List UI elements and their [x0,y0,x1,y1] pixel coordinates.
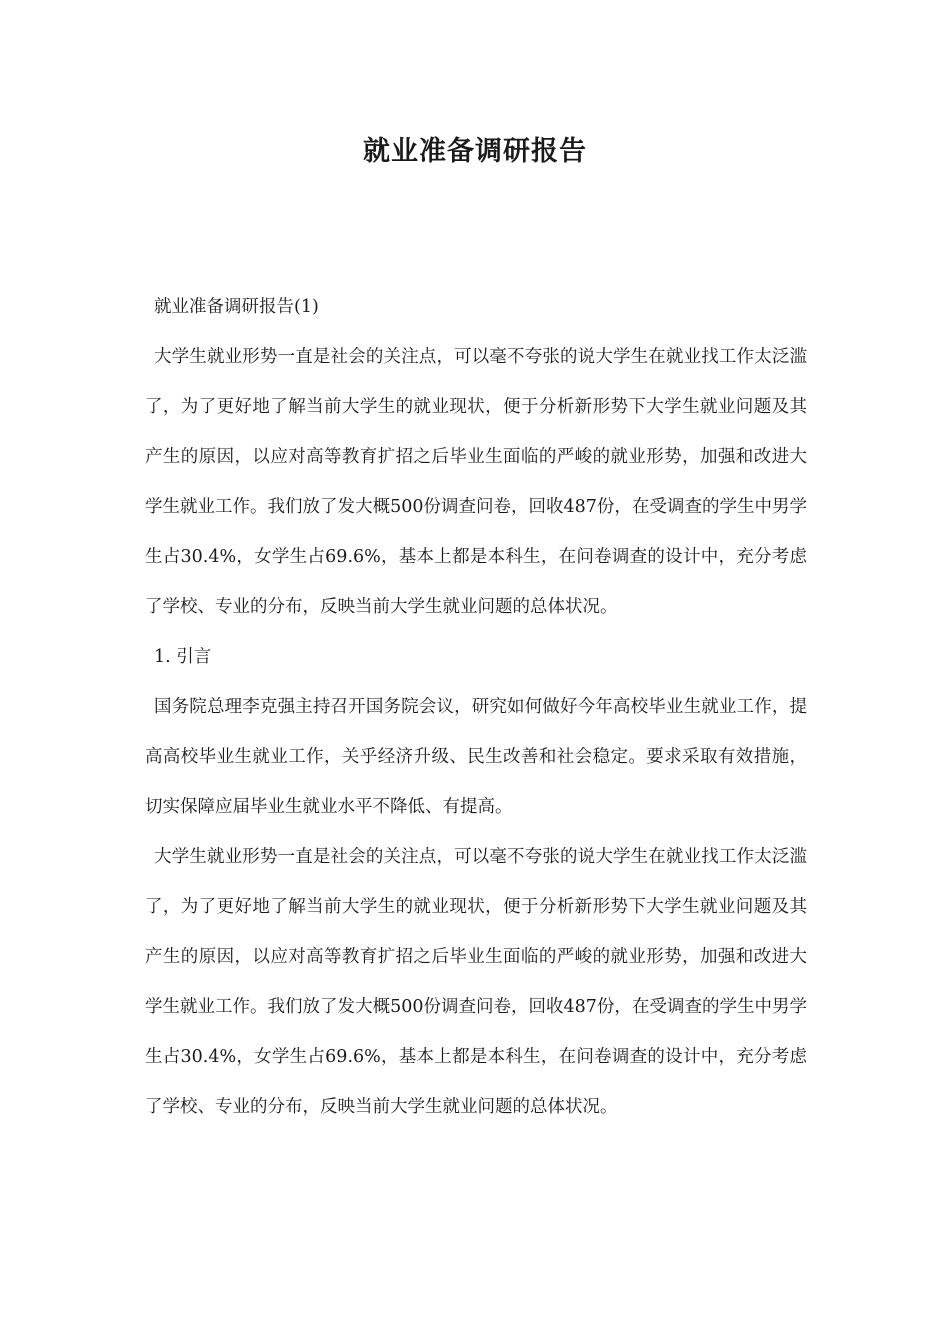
intro-paragraph: 大学生就业形势一直是社会的关注点，可以毫不夸张的说大学生在就业找工作太泛滥了，为了更好地了解当前大学生的就业现状，便于分析新形势下大学生就业问题及其产生的原因，以应对高等教育扩招之后毕业生面临的严峻的就业形势，加强和改进大学生就业工作。我们放了发大概500份调查问卷，回收487份，在受调查的学生中男学生占30.4%，女学生占69.6%，基本上都是本科生，在问卷调查的设计中，充分考虑了学校、专业的分布，反映当前大学生就业问题的总体状况。 [145,347,807,617]
repeated-paragraph: 大学生就业形势一直是社会的关注点，可以毫不夸张的说大学生在就业找工作太泛滥了，为了更好地了解当前大学生的就业现状，便于分析新形势下大学生就业问题及其产生的原因，以应对高等教育扩招之后毕业生面临的严峻的就业形势，加强和改进大学生就业工作。我们放了发大概500份调查问卷，回收487份，在受调查的学生中男学生占30.4%，女学生占69.6%，基本上都是本科生，在问卷调查的设计中，充分考虑了学校、专业的分布，反映当前大学生就业问题的总体状况。 [145,847,807,1117]
document-body [145,282,807,1132]
subtitle-paragraph: 就业准备调研报告(1) [154,297,319,317]
section-paragraph: 国务院总理李克强主持召开国务院会议，研究如何做好今年高校毕业生就业工作，提高高校毕业生就业工作，关乎经济升级、民生改善和社会稳定。要求采取有效措施，切实保障应届毕业生就业水平不降低、有提高。 [145,697,807,817]
section-heading: 1. 引言 [154,647,212,667]
document-title: 就业准备调研报告 [363,136,587,167]
